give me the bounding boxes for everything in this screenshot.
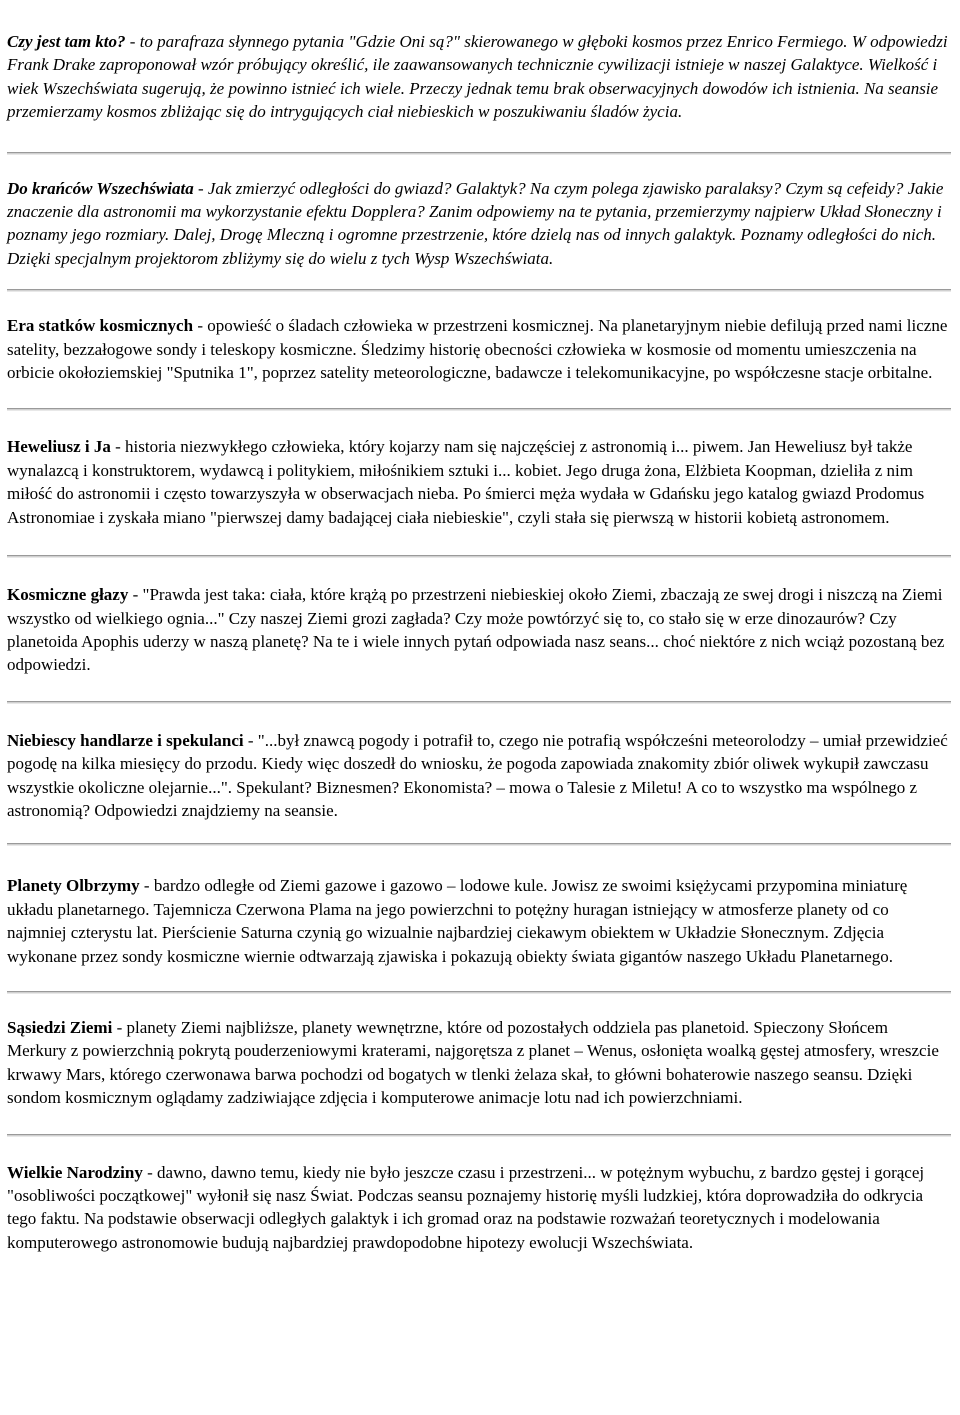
separator	[7, 555, 951, 558]
entry-czy-jest-tam-kto	[7, 30, 951, 124]
entry-title: Kosmiczne głazy	[7, 585, 129, 605]
separator	[7, 152, 951, 155]
entry-kosmiczne-glazy	[7, 583, 951, 677]
entry-niebiescy-handlarze	[7, 729, 951, 823]
entry-title: Era statków kosmicznych	[7, 316, 194, 336]
entry-text: - historia niezwykłego człowieka, który kojarzy nam się najczęściej z astronomią i... piwem. Jan Heweliusz był także wynalazcą i konstruktorem, wydawcą i politykiem, miłośnikiem sztuki i... kobiet. Jego druga żona, Elżbieta Koopman, dzieliła z nim miłość do astronomii i często towarzyszyła w obserwacjach nieba. Po śmierci męża wydała w Gdańsku jego katalog gwiazd Prodomus Astronomiae i zyskała miano "pierwszej damy badającej ciała niebieskie", czyli stała się pierwszą w historii kobietą astronomem.	[7, 437, 925, 527]
entry-title: Wielkie Narodziny	[7, 1162, 143, 1182]
entry-planety-olbrzymy	[7, 874, 951, 968]
separator	[7, 289, 951, 292]
entry-title: Planety Olbrzymy	[7, 876, 140, 896]
entry-wielkie-narodziny	[7, 1161, 951, 1255]
entry-text: - planety Ziemi najbliższe, planety wewnętrzne, które od pozostałych oddziela pas planetoid. Spieczony Słońcem Merkury z powierzchnią pokrytą pouderzeniowymi kraterami, najgorętsza z planet – Wenus, osłonięta woalką gęstej atmosfery, wreszcie krwawy Mars, którego czerwonawa barwa pochodzi od bogatych w tlenki żelaza skał, to główni bohaterowie naszego seansu. Dzięki sondom kosmicznym oglądamy zadziwiające zdjęcia i komputerowe animacje lotu nad ich powierzchniami.	[7, 1017, 939, 1108]
entry-title: Heweliusz i Ja	[7, 437, 111, 457]
entry-heweliusz-i-ja	[7, 435, 951, 529]
entry-do-krancow-wszechswiata	[7, 177, 951, 271]
entry-text: - opowieść o śladach człowieka w przestrzeni kosmicznej. Na planetaryjnym niebie defilują przed nami liczne satelity, bezzałogowe sondy i teleskopy kosmiczne. Śledzimy historię obecności człowieka w kosmosie od momentu umieszczenia na orbicie okołoziemskiej "Sputnika 1", poprzez satelity meteorologiczne, badawcze i telekomunikacyjne, po współczesne stacje orbitalne.	[7, 316, 948, 383]
entry-title: Czy jest tam kto?	[7, 32, 126, 51]
entry-text: - "Prawda jest taka: ciała, które krążą po przestrzeni niebieskiej około Ziemi, zbaczają ze swej drogi i niszczą na Ziemi wszystko od wielkiego ognia..." Czy naszej Ziemi grozi zagłada? Czy może powtórzyć się to, co stało się w erze dinozaurów? Czy planetoida Apophis uderzy w naszą planetę? Na te i wiele innych pytań odpowiada nasz seans... choć niektóre z nich wciąż pozostaną bez odpowiedzi.	[7, 585, 945, 675]
entry-era-statkow-kosmicznych	[7, 314, 951, 384]
separator	[7, 991, 951, 994]
entry-sasiedzi-ziemi	[7, 1016, 951, 1110]
entry-title: Sąsiedzi Ziemi	[7, 1017, 113, 1037]
entry-text: - Jak zmierzyć odległości do gwiazd? Galaktyk? Na czym polega zjawisko paralaksy? Czym są cefeidy? Jakie znaczenie dla astronomii ma wykorzystanie efektu Dopplera? Zanim odpowiemy na te pytania, przemierzymy najpierw Układ Słoneczny i poznamy jego rozmiary. Dalej, Drogę Mleczną i ogromne przestrzenie, które dzielą nas od innych galaktyk. Poznamy odległości do nich. Dzięki specjalnym projektorom zbliżymy się do wielu z tych Wysp Wszechświata.	[7, 178, 944, 268]
separator	[7, 701, 951, 704]
entry-text: - "...był znawcą pogody i potrafił to, czego nie potrafią współcześni meteorolodzy – umiał przewidzieć pogodę na kilka miesięcy do przodu. Kiedy więc doszedł do wniosku, że pogoda zapowiada znakomity zbiór oliwek wykupił zawczasu wszystkie okoliczne olejarnie...". Spekulant? Biznesmen? Ekonomista? – mowa o Talesie z Miletu! A co to wszystko ma wspólnego z astronomią? Odpowiedzi znajdziemy na seansie.	[7, 730, 948, 820]
separator	[7, 1134, 951, 1137]
separator	[7, 843, 951, 846]
entry-text: - to parafraza słynnego pytania "Gdzie Oni są?" skierowanego w głęboki kosmos przez Enrico Fermiego. W odpowiedzi Frank Drake zaproponował wzór próbujący określić, ile zaawansowanych technicznie cywilizacji istnieje w naszej Galaktyce. Wielkość i wiek Wszechświata sugerują, że powinno istnieć ich wiele. Przeczy jednak temu brak obserwacyjnych dowodów ich istnienia. Na seansie przemierzamy kosmos zbliżając się do intrygujących ciał niebieskich w poszukiwaniu śladów życia.	[7, 32, 948, 122]
entry-text: - bardzo odległe od Ziemi gazowe i gazowo – lodowe kule. Jowisz ze swoimi księżycami przypomina miniaturę układu planetarnego. Tajemnicza Czerwona Plama na jego powierzchni to potężny huragan istniejący w atmosferze planety od co najmniej czterystu lat. Pierścienie Saturna czynią go wizualnie najbardziej ciekawym obiektem w Układzie Słonecznym. Zdjęcia wykonane przez sondy kosmiczne wiernie odtwarzają zjawiska i pokazują obiekty świata gigantów naszego Układu Planetarnego.	[7, 876, 908, 966]
entry-title: Niebiescy handlarze i spekulanci	[7, 730, 244, 750]
entry-text: - dawno, dawno temu, kiedy nie było jeszcze czasu i przestrzeni... w potężnym wybuchu, z bardzo gęstej i gorącej "osobliwości początkowej" wyłonił się nasz Świat. Podczas seansu poznajemy historię myśli ludzkiej, która doprowadziła do odkrycia tego faktu. Na podstawie obserwacji odległych galaktyk i ich gromad oraz na podstawie rozważań teoretycznych i modelowania komputerowego astronomowie budują najbardziej prawdopodobne hipotezy ewolucji Wszechświata.	[7, 1162, 925, 1252]
entry-title: Do krańców Wszechświata	[7, 178, 194, 198]
separator	[7, 408, 951, 411]
